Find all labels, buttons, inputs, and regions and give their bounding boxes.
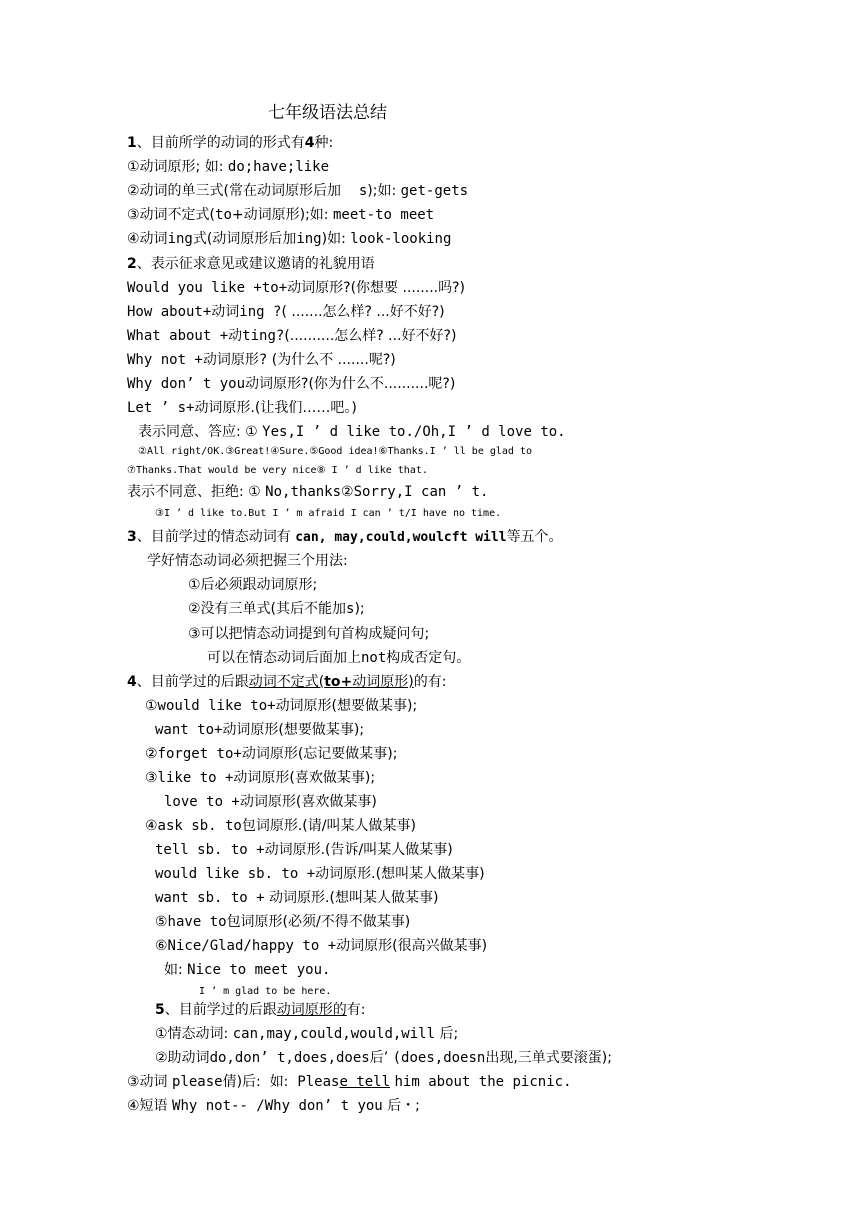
verb-form-4: ④动词ing式(动词原形后加ing)如: look-looking [127, 231, 452, 247]
base-form-item-2: ②助动词do,don’ t,does,does后’ (does,doesn出现,三单式要滚蛋); [155, 1050, 612, 1066]
refuse-responses: 表示不同意、拒绝: ① No,thanks②Sorry,I can ’ t. [127, 484, 489, 500]
phrase-lets: Let ’ s+动词原形.(让我们……吧。) [127, 400, 357, 416]
phrase-how-about: How about+动词ing ?( .......怎么样? ...好不好?) [127, 304, 445, 320]
section-5-heading: 5、目前学过的后跟动词原形的有: [155, 1002, 366, 1018]
example-line-1: 如: Nice to meet you. [164, 962, 331, 978]
infinitive-item-9: want sb. to + 动词原形.(想叫某人做某事) [155, 890, 439, 906]
agree-responses-2: ②All right/OK.③Great!④Sure.⑤Good idea!⑥Thanks.I ’ ll be glad to [138, 446, 533, 457]
infinitive-item-3: ②forget to+动词原形(忘记要做某事); [145, 746, 398, 762]
infinitive-item-6: ④ask sb. to包词原形.(请/叫某人做某事) [145, 818, 416, 834]
page-title: 七年级语法总结 [268, 103, 387, 123]
base-form-item-3: ③动词 please倩)后: 如: Please tell him about the picnic. [127, 1074, 572, 1090]
heading-end: 种: [314, 135, 334, 151]
verb-form-3: ③动词不定式(to+动词原形);如: meet-to meet [127, 207, 435, 223]
form-count: 4 [304, 135, 315, 151]
modal-rule-4: 可以在情态动词后面加上not构成否定句。 [207, 650, 471, 666]
infinitive-item-2: want to+动词原形(想要做某事); [155, 722, 365, 738]
section-4-heading: 4、目前学过的后跟动词不定式(to+动词原形)的有: [127, 674, 447, 690]
infinitive-item-10: ⑤have to包词原形(必须/不得不做某事) [155, 914, 411, 930]
infinitive-item-7: tell sb. to +动词原形.(告诉/叫某人做某事) [155, 842, 453, 858]
section-number: 1 [127, 135, 137, 151]
infinitive-item-8: would like sb. to +动词原形.(想叫某人做某事) [155, 866, 485, 882]
modal-rule-3: ③可以把情态动词提到句首构成疑问句; [188, 626, 430, 642]
infinitive-item-1: ①would like to+动词原形(想要做某事); [145, 698, 418, 714]
phrase-would-you-like: Would you like +to+动词原形?(你想要 ........吗?) [127, 280, 465, 296]
infinitive-item-11: ⑥Nice/Glad/happy to +动词原形(很高兴做某事) [155, 938, 488, 954]
base-form-item-4: ④短语 Why not-- /Why don’ t you 后・; [127, 1098, 420, 1114]
modal-intro: 学好情态动词必须把握三个用法: [147, 553, 348, 569]
refuse-responses-2: ③I ’ d like to.But I ’ m afraid I can ’ t/I have no time. [155, 508, 502, 519]
infinitive-item-5: love to +动词原形(喜欢做某事) [164, 794, 377, 810]
modal-rule-1: ①后必须跟动词原形; [188, 577, 318, 593]
modal-rule-2: ②没有三单式(其后不能加s); [188, 601, 365, 617]
agree-responses-3: ⑦Thanks.That would be very nice⑧ I ’ d like that. [127, 465, 428, 476]
verb-form-2: ②动词的单三式(常在动词原形后加 s);如: get-gets [127, 183, 469, 199]
verb-form-1: ①动词原形; 如: do;have;like [127, 159, 330, 175]
phrase-why-not: Why not +动词原形? (为什么不 .......呢?) [127, 352, 396, 368]
phrase-what-about: What about +动ting?(..........怎么样? ...好不好?) [127, 328, 457, 344]
section-3-heading: 3、目前学过的情态动词有 can, may,could,woulcft will等五个。 [127, 529, 563, 545]
example-line-2: I ’ m glad to be here. [199, 986, 332, 997]
section-1-heading [127, 133, 333, 153]
heading-text: 、目前所学的动词的形式有 [136, 135, 305, 151]
agree-responses: 表示同意、答应: ① Yes,I ’ d like to./Oh,I ’ d love to. [138, 424, 566, 440]
section-2-heading: 2、表示征求意见或建议邀请的礼貌用语 [127, 256, 375, 272]
modal-verb-list: can, may,could,woulcft will [295, 530, 507, 545]
base-form-item-1: ①情态动词: can,may,could,would,will 后; [155, 1026, 459, 1042]
infinitive-item-4: ③like to +动词原形(喜欢做某事); [145, 770, 376, 786]
phrase-why-dont-you: Why don’ t you动词原形?(你为什么不..........呢?) [127, 376, 456, 392]
